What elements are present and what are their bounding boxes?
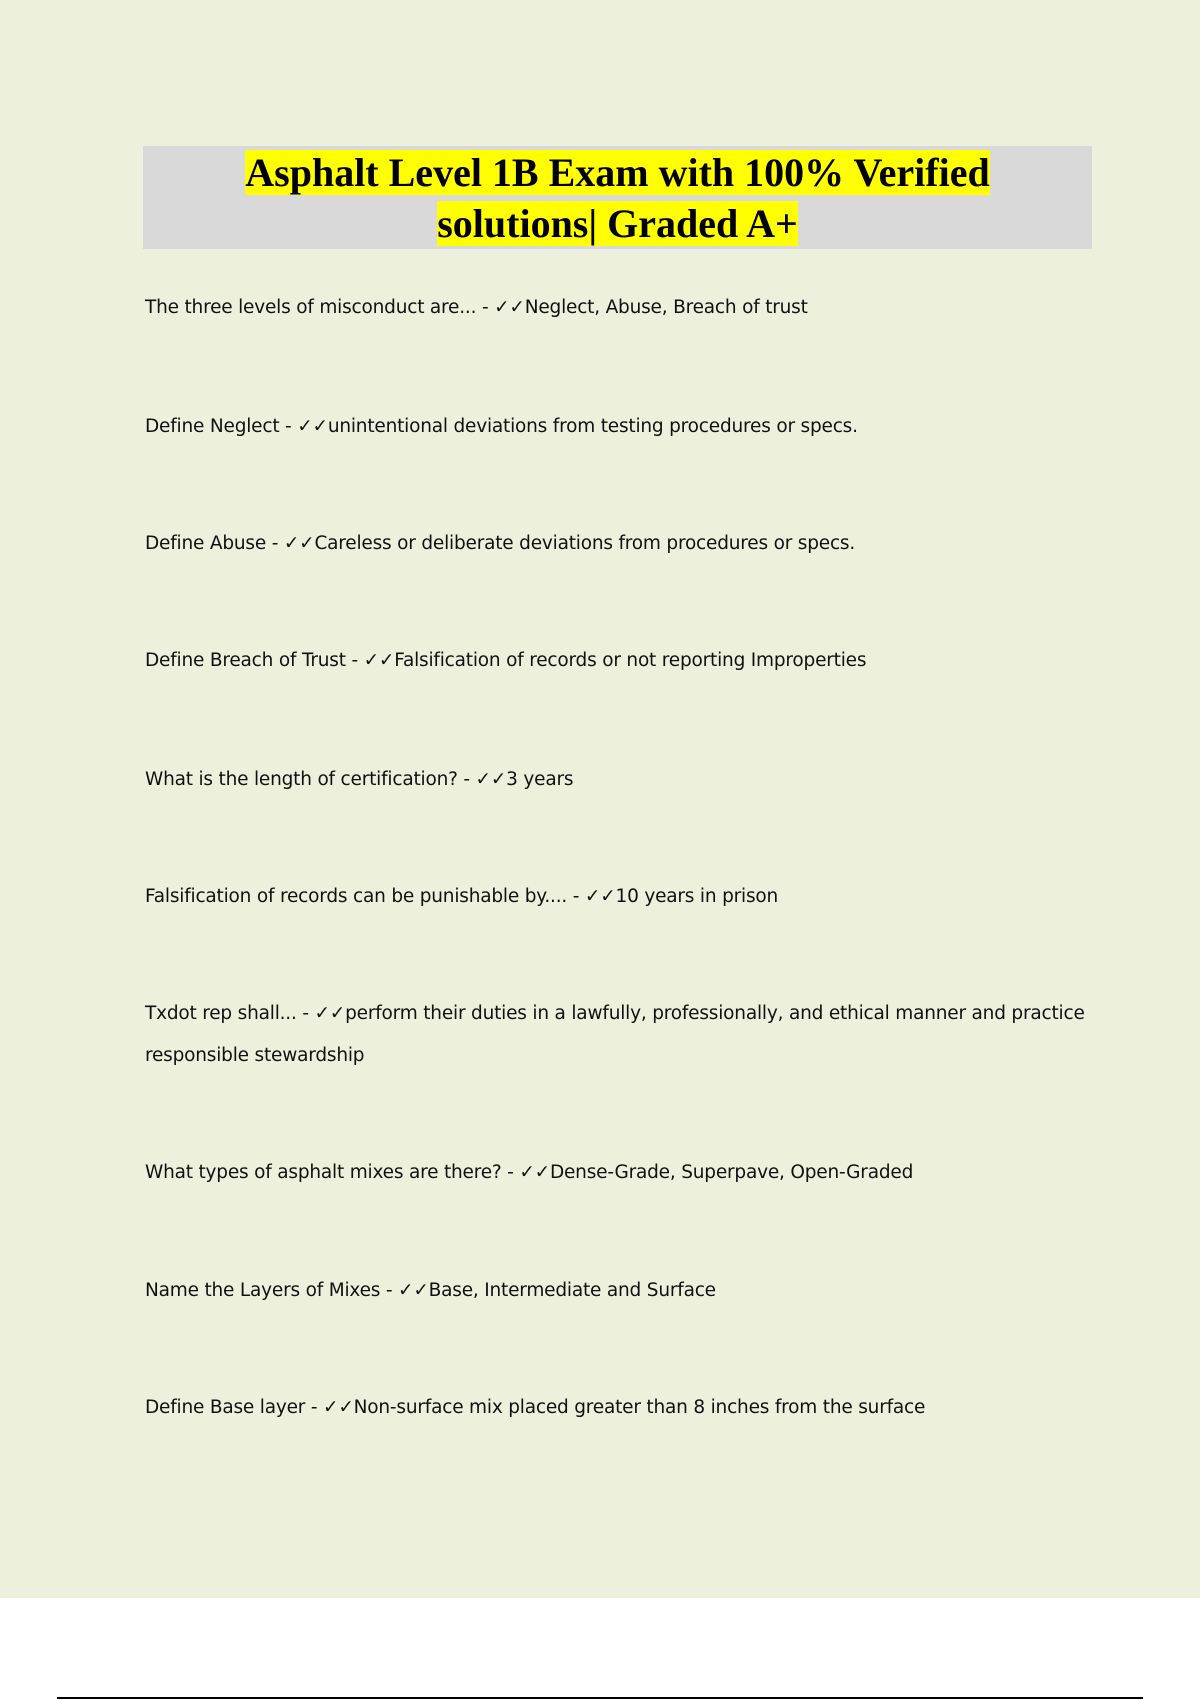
qa-item-1: The three levels of misconduct are... - ✓✓Neglect, Abuse, Breach of trust — [145, 297, 808, 318]
qa-item-7: Txdot rep shall... - ✓✓perform their duties in a lawfully, professionally, and ethical manner and practice responsible stewardship — [145, 1003, 1085, 1066]
document-title — [143, 147, 1092, 249]
title-line-1: Asphalt Level 1B Exam with 100% Verified — [245, 149, 990, 195]
title-line-2: solutions| Graded A+ — [437, 200, 798, 246]
qa-item-9: Name the Layers of Mixes - ✓✓Base, Intermediate and Surface — [145, 1280, 716, 1301]
qa-item-2: Define Neglect - ✓✓unintentional deviations from testing procedures or specs. — [145, 416, 858, 437]
qa-item-8: What types of asphalt mixes are there? - ✓✓Dense-Grade, Superpave, Open-Graded — [145, 1162, 914, 1183]
qa-item-4: Define Breach of Trust - ✓✓Falsification of records or not reporting Improperties — [145, 650, 867, 671]
title-band — [143, 146, 1092, 249]
qa-item-3: Define Abuse - ✓✓Careless or deliberate deviations from procedures or specs. — [145, 533, 856, 554]
qa-item-5: What is the length of certification? - ✓✓3 years — [145, 769, 574, 790]
qa-item-10: Define Base layer - ✓✓Non-surface mix placed greater than 8 inches from the surface — [145, 1397, 926, 1418]
qa-item-6: Falsification of records can be punishable by.... - ✓✓10 years in prison — [145, 886, 779, 907]
footer-divider — [57, 1697, 1143, 1699]
